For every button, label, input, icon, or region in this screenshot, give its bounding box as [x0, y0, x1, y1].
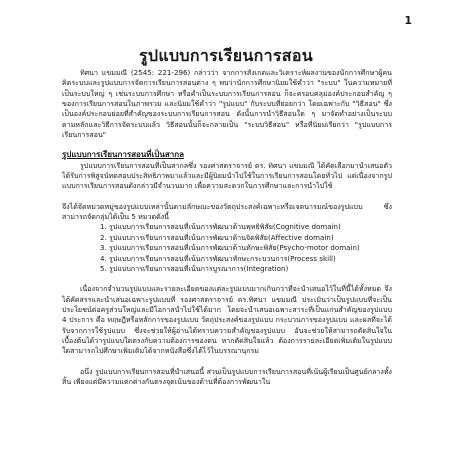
grouping-paragraph: จึงได้จัดหมวดหมู่ของรูปแบบเหล่านั้นตามลักษณะของวัตถุประสงค์เฉพาะหรือเจตนารมณ์ของรูปแบบ ซึ่งสามารถจัดกลุ่มได้เป็น 5 หมวดดังนี้: [62, 201, 392, 222]
list-item: 3. รูปแบบการเรียนการสอนที่เน้นการพัฒนาด้านทักษะพิสัย(Psycho-motor domain): [100, 243, 360, 253]
category-list: [62, 222, 392, 274]
list-item: 5. รูปแบบการเรียนการสอนที่เน้นการบูรณาการ(Integration): [100, 263, 289, 273]
paragraph-gap: [62, 192, 392, 202]
list-item: 1. รูปแบบการเรียนการสอนที่เน้นการพัฒนาด้านพุทธิพิสัย(Cognitive domain): [100, 222, 341, 232]
detail-paragraph: เนื่องจากจำนวนรูปแบบและรายละเอียดของแต่ละรูปแบบมากเกินกว่าที่จะนำเสนอไว้ในที่นี้ได้ทั้งหมด จึงได้คัดสรรและนำเสนอเฉพาะรูปแบบที่ รองศาสตราจารย์ ดร.ทิศนา แขมมณี ประเมินว่าเป็นรูปแบบที่จะเป็นประโยชน์ต่อครูส่วนใหญ่และมีโอกาสนำไปใช้ได้มาก โดยจะนำเสนอเฉพาะสาระที่เป็นแก่นสำคัญของรูปแบบ 4 ประการ คือ ทฤษฎีหรือหลักการของรูปแบบ วัตถุประสงค์ของรูปแบบ กระบวนการของรูปแบบ และผลที่จะได้รับจากการใช้รูปแบบ ซึ่งจะช่วยให้ผู้อ่านได้ทราบความสำคัญของรูปแบบ อันจะช่วยให้สามารถตัดสินใจในเบื้องต้นได้ว่ารูปแบบใดตรงกับความต้องการของตน หากตัดสินใจแล้ว ต้องการรายละเอียดเพิ่มเติมในรูปแบบใดสามารถไปศึกษาเพิ่มเติมได้จากหนังสือซึ่งได้ไว้ในบรรณานุกรม: [62, 284, 392, 356]
page-title: รูปแบบการเรียนการสอน: [139, 46, 313, 65]
paragraph-gap: [62, 274, 392, 284]
list-item: 4. รูปแบบการเรียนการสอนที่เน้นการพัฒนาทักษะกระบวนการ(Process skill): [100, 253, 336, 263]
section-paragraph: รูปแบบการเรียนการสอนที่เป็นสากลซึ่ง รองศาสตราจารย์ ดร. ทิศนา แขมมณี ได้คัดเลือกมานำเสนอตัวได้รับการพิสูจน์ทดสอบประสิทธิภาพมาแล้วและมีผู้นิยมนำไปใช้ในการเรียนการสอนโดยทั่วไป แต่เนื่องจากรูปแบบการเรียนการสอนดังกล่าวมีจำนวนมาก เพื่อความสะดวกในการศึกษาและการนำไปใช้: [62, 160, 392, 191]
intro-paragraph: ทิศนา แขมมณี (2545: 221-296) กล่าวว่า จากการสังเกตและวิเคราะห์ผลงานของนักการศึกษาผู้คนคิดระบบและรูปแบบการจัดการเรียนการสอนต่าง ๆ พบว่านักการศึกษานิยมใช้คำว่า "ระบบ" ในความหมายที่เป็นระบบใหญ่ ๆ เช่นระบบการศึกษา หรือคำเป็นระบบการเรียนการสอน ก็จะครอบคลุมองค์ประกอบสำคัญ ๆ ของการเรียนการสอนในภาพรวม และนิยมใช้คำว่า "รูปแบบ" กับระบบที่ย่อยกว่า โดยเฉพาะกับ "วิธีสอน" ซึ่งเป็นองค์ประกอบย่อยที่สำคัญของระบบการเรียนการสอน ดังนั้นการนำวิธีสอนใด ๆ มาจัดทำอย่างเป็นระบบตามหลักและวิธีการจัดระบบแล้ว วิธีสอนนั้นก็จะกลายเป็น "ระบบวิธีสอน" หรือที่นิยมเรียกว่า "รูปแบบการเรียนการสอน": [62, 68, 392, 140]
section-heading: รูปแบบการเรียนการสอนที่เป็นสากล: [62, 150, 184, 160]
list-item: 2. รูปแบบการเรียนการสอนที่เน้นการพัฒนาด้านจิตพิสัย(Affective domain): [100, 232, 334, 242]
page-number: 1: [404, 14, 412, 27]
document-body: [62, 68, 392, 387]
paragraph-gap: [62, 357, 392, 367]
closing-paragraph: อนึ่ง รูปแบบการเรียนการสอนที่นำเสนอนี้ ส่วนเป็นรูปแบบการเรียนการสอนที่เน้นผู้เรียนเป็นศูนย์กลางทั้งสิ้น เพียงแต่มีความแตกต่างกันตรงจุดเน้นของด้านที่ต้องการพัฒนาใน: [62, 366, 392, 386]
